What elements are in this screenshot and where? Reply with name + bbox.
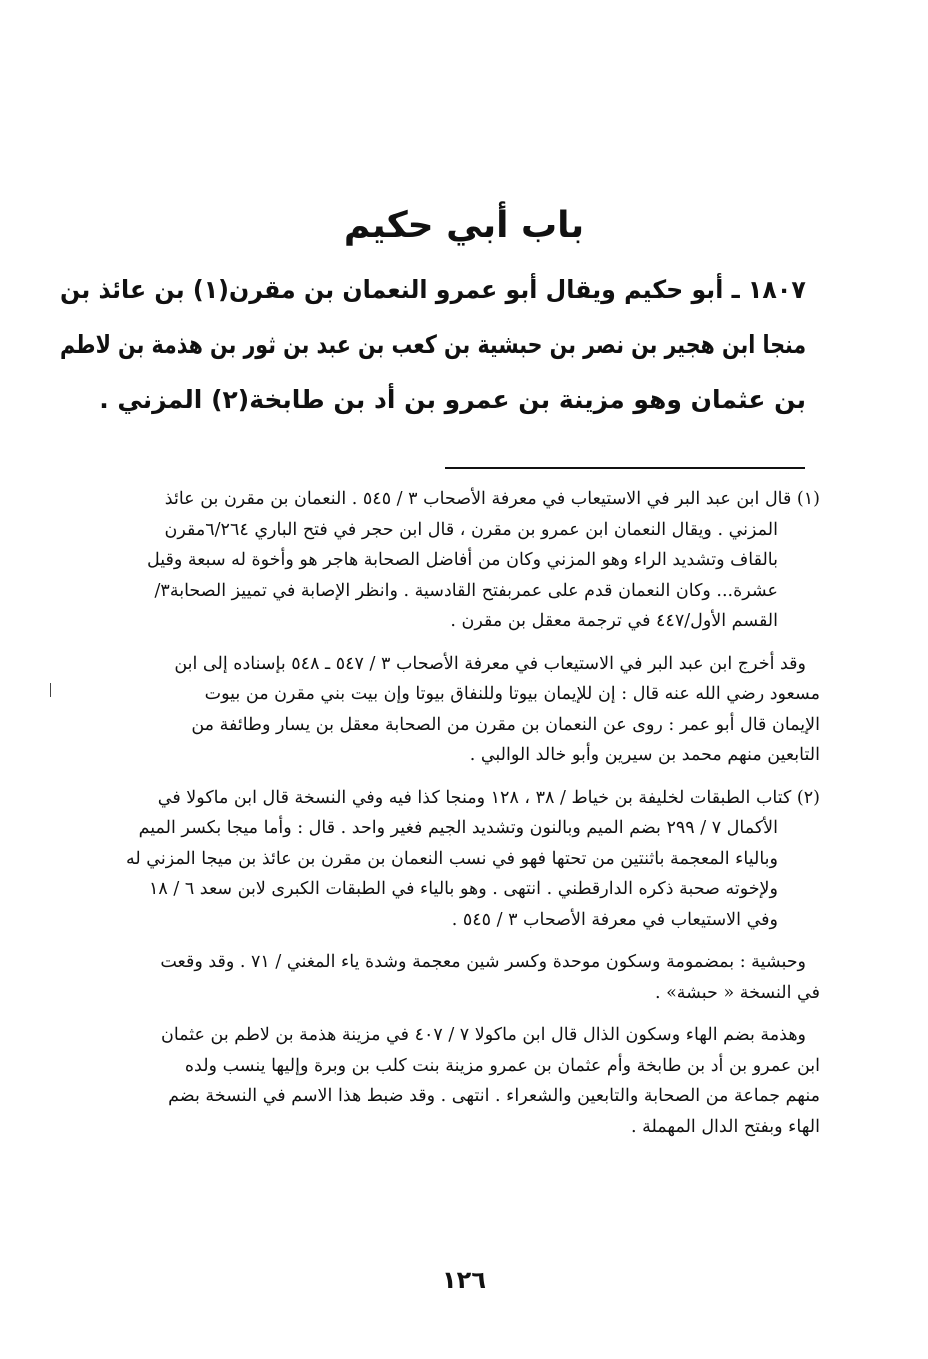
entry-text <box>60 262 806 427</box>
footnote-line: ابن عمرو بن أد بن طابخة وأم عثمان بن عمرو مزينة بنت كلب بن وبرة وإليها ينسب ولده <box>184 1055 820 1076</box>
chapter-heading: باب أبي حكيم <box>343 205 585 246</box>
footnote-line: منهم جماعة من الصحابة والتابعين والشعراء . انتهى . وقد ضبط هذا الاسم في النسخة بضم <box>168 1086 820 1106</box>
footnote-1-continued <box>60 649 820 771</box>
footnote-2 <box>60 783 820 936</box>
footnote-line: وفي الاستيعاب في معرفة الأصحاب ٣ / ٥٤٥ . <box>451 909 778 930</box>
entry-line: ١٨٠٧ ـ أبو حكيم ويقال أبو عمرو النعمان بن مقرن(١) بن عائذ بن <box>60 275 806 304</box>
margin-mark <box>50 683 51 697</box>
footnote-line: التابعين منهم محمد بن سيرين وأبو خالد الوالبي . <box>469 745 820 765</box>
footnote-line: عشرة... وكان النعمان قدم على عمربفتح القادسية . وانظر الإصابة في تمييز الصحابة٣/ <box>154 580 778 601</box>
footnotes <box>60 484 820 1154</box>
footnote-separator <box>445 467 805 469</box>
footnote-line: مسعود رضي الله عنه قال : إن للإيمان بيوتا وللنفاق بيوتا وإن بيت بني مقرن من بيوت <box>204 684 820 704</box>
page-number: ١٢٦ <box>442 1266 486 1294</box>
footnote-line: (٢) كتاب الطبقات لخليفة بن خياط / ٣٨ ، ١٢٨ ومنجا كذا فيه وفي النسخة قال ابن ماكولا في <box>157 787 820 808</box>
footnote-line: المزني . ويقال النعمان ابن عمرو بن مقرن ، قال ابن حجر في فتح الباري ٦/٢٦٤مقرن <box>164 519 778 540</box>
footnote-line: الإيمان قال أبو عمر : روى عن النعمان بن مقرن من الصحابة معقل بن يسار وطائفة من <box>191 714 820 735</box>
footnote-line: وبالياء المعجمة باثنتين من تحتها فهو في نسب النعمان بن مقرن بن عائذ بن ميجا المزني له <box>125 848 778 869</box>
footnote-line: الهاء وبفتح الدال المهملة . <box>630 1116 820 1137</box>
footnote-line: في النسخة « حبشة» . <box>654 982 820 1003</box>
footnote-2-hadhma <box>60 1020 820 1142</box>
entry-line: منجا ابن هجير بن نصر بن حبشية بن كعب بن عبد بن ثور بن هذمة بن لاطم <box>59 330 806 359</box>
footnote-line: بالقاف وتشديد الراء وهو المزني وكان من أفاضل الصحابة هاجر هو وأخوة له سبعة وقيل <box>146 550 778 570</box>
footnote-line: (١) قال ابن عبد البر في الاستيعاب في معرفة الأصحاب ٣ / ٥٤٥ . النعمان بن مقرن بن عائذ <box>164 489 820 509</box>
footnote-line: وحبشية : بمضمومة وسكون موحدة وكسر شين معجمة وشدة ياء المغني / ٧١ . وقد وقعت <box>160 952 806 972</box>
footnote-1 <box>60 484 820 637</box>
footnote-line: وهذمة بضم الهاء وسكون الذال قال ابن ماكولا ٧ / ٤٠٧ في مزينة هذمة بن لاطم بن عثمان <box>160 1025 806 1045</box>
footnote-line: وقد أخرج ابن عبد البر في الاستيعاب في معرفة الأصحاب ٣ / ٥٤٧ ـ ٥٤٨ بإسناده إلى ابن <box>174 653 806 674</box>
footnote-line: القسم الأول/٤٤٧ في ترجمة معقل بن مقرن . <box>450 611 778 631</box>
footnote-2-habshiya <box>60 947 820 1008</box>
footnote-line: الأكمال ٧ / ٢٩٩ بضم الميم وبالنون وتشديد الجيم فغير واحد . قال : وأما ميجا بكسر الميم <box>138 818 778 838</box>
entry-line: بن عثمان وهو مزينة بن عمرو بن أد بن طابخة(٢) المزني . <box>99 385 806 414</box>
footnote-line: ولإخوته صحبة ذكره الدارقطني . انتهى . وهو بالياء في الطبقات الكبرى لابن سعد ٦ / ١٨ <box>148 879 778 899</box>
